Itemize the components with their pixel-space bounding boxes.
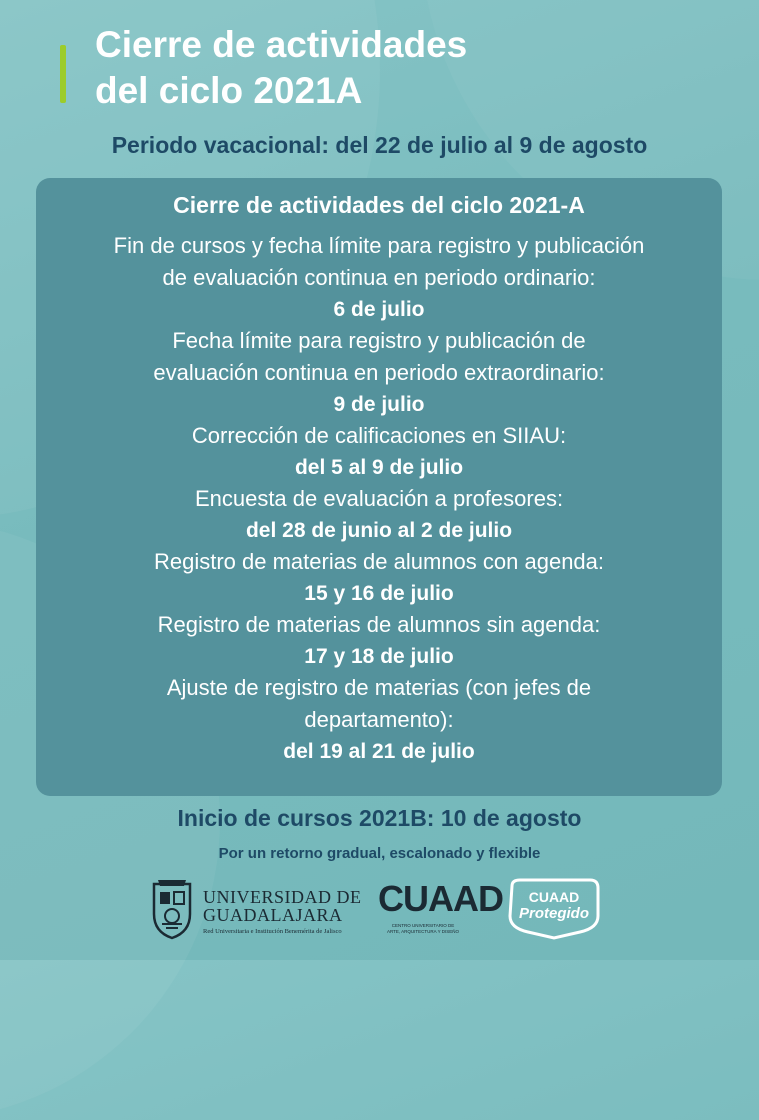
- schedule-item-description: Ajuste de registro de materias (con jefes de: [166, 675, 592, 700]
- title-accent-bar: [60, 45, 66, 103]
- schedule-item-description: Registro de materias de alumnos con agenda:: [153, 549, 605, 574]
- schedule-item-description: Fin de cursos y fecha límite para registro y publicación: [113, 233, 645, 258]
- schedule-item-date: 17 y 18 de julio: [304, 645, 454, 668]
- schedule-item: [36, 546, 722, 609]
- schedule-item-date: del 28 de junio al 2 de julio: [245, 519, 513, 542]
- logo-row: [0, 874, 759, 944]
- schedule-item: [36, 483, 722, 546]
- schedule-item-date: 9 de julio: [333, 393, 425, 416]
- schedule-item: [36, 672, 722, 767]
- schedule-item-description: de evaluación continua en periodo ordinario:: [162, 265, 596, 290]
- schedule-item: [36, 609, 722, 672]
- page-title: [95, 22, 655, 114]
- cuaad-subtitle-line: ARTE, ARQUITECTURA Y DISEÑO: [386, 929, 460, 934]
- course-start: Inicio de cursos 2021B: 10 de agosto: [177, 805, 582, 831]
- protegido-text: CUAAD: [528, 889, 580, 905]
- cuaad-subtitle: [378, 923, 468, 935]
- protegido-text: Protegido: [519, 905, 589, 922]
- cuaad-name: CUAAD: [378, 878, 503, 919]
- udg-name: GUADALAJARA: [203, 905, 343, 925]
- vacation-period: Periodo vacacional: del 22 de julio al 9 de agosto: [111, 132, 648, 158]
- schedule-item-description: departamento):: [304, 707, 454, 732]
- schedule-item-description: Registro de materias de alumnos sin agenda:: [157, 612, 601, 637]
- title-line: del ciclo 2021A: [95, 70, 363, 111]
- schedule-item-date: del 19 al 21 de julio: [283, 740, 475, 763]
- panel-title: Cierre de actividades del ciclo 2021-A: [173, 192, 585, 218]
- schedule-item-description: Corrección de calificaciones en SIIAU:: [191, 423, 567, 448]
- udg-subtitle: Red Universitaria e Institución Benemérita de Jalisco: [203, 928, 342, 935]
- udg-logo: [148, 878, 362, 940]
- schedule-item: [36, 420, 722, 483]
- schedule-item-description: Encuesta de evaluación a profesores:: [194, 486, 564, 511]
- schedule-item-description: evaluación continua en periodo extraordinario:: [153, 360, 605, 385]
- schedule-item-date: 15 y 16 de julio: [304, 582, 454, 605]
- cuaad-subtitle-line: CENTRO UNIVERSITARIO DE: [391, 923, 455, 928]
- udg-name: UNIVERSIDAD DE: [203, 887, 362, 907]
- schedule-item: [36, 325, 722, 420]
- schedule-item-date: 6 de julio: [333, 298, 425, 321]
- schedule-item-description: Fecha límite para registro y publicación de: [172, 328, 586, 353]
- schedule-item: [36, 230, 722, 325]
- title-line: Cierre de actividades: [95, 24, 468, 65]
- schedule-list: [36, 230, 722, 767]
- schedule-item-date: del 5 al 9 de julio: [294, 456, 464, 479]
- cuaad-logo: [378, 878, 503, 940]
- schedule-panel: [36, 178, 722, 796]
- udg-seal-icon: [148, 878, 196, 940]
- cuaad-protegido-logo: [498, 876, 610, 940]
- tagline: Por un retorno gradual, escalonado y flexible: [218, 845, 541, 862]
